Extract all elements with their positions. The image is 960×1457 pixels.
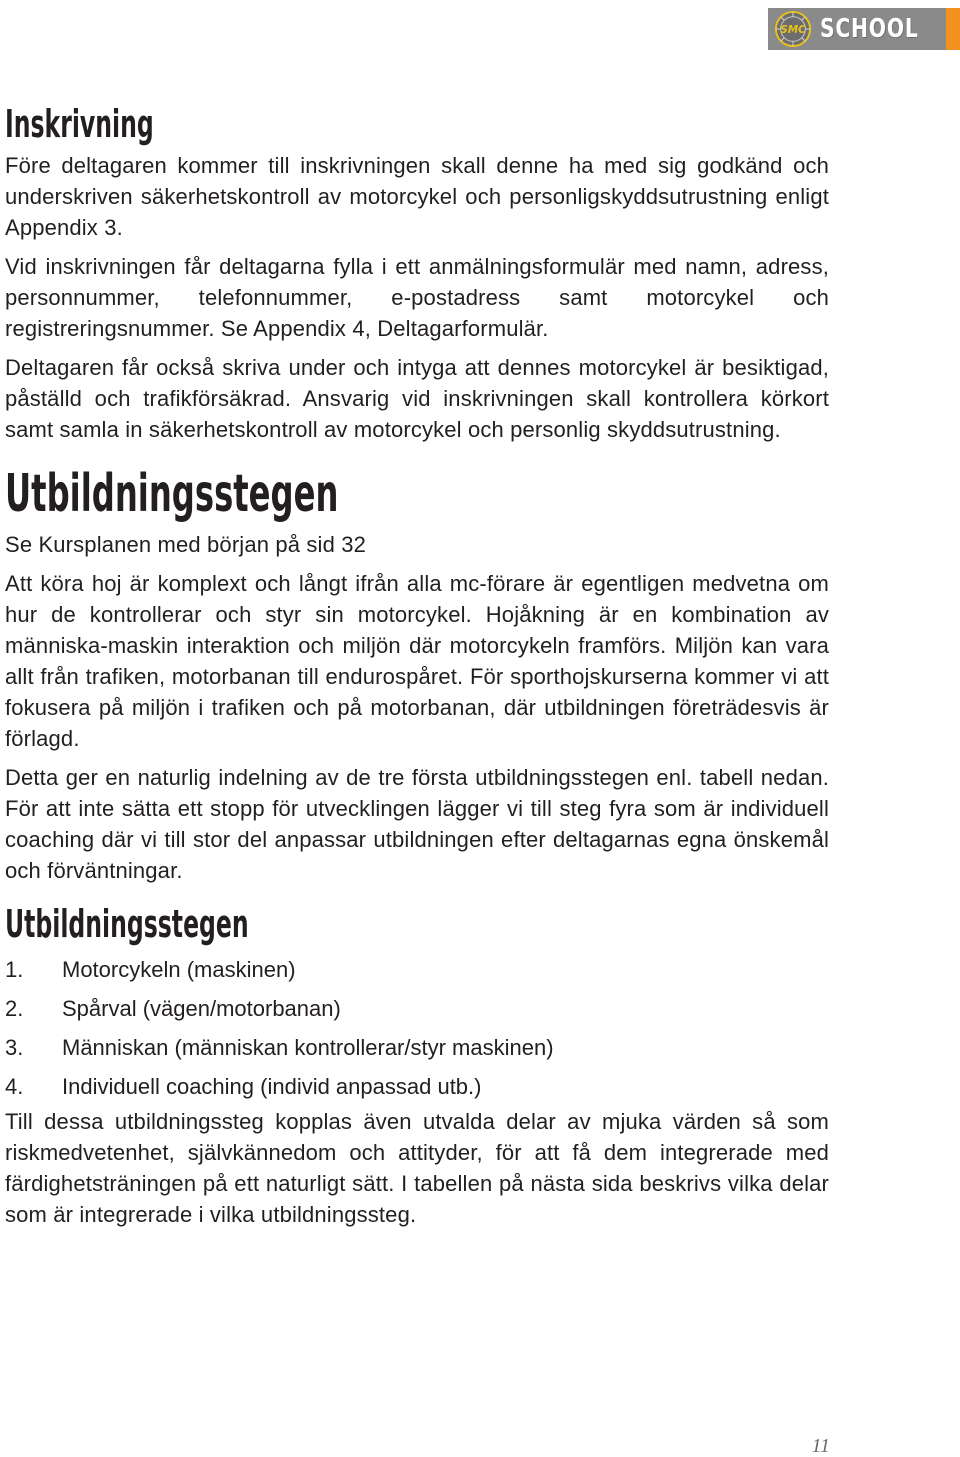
smc-emblem-icon <box>774 10 812 48</box>
badge-school-text: SCHOOL <box>820 14 919 44</box>
paragraph-inskrivning-2: Vid inskrivningen får deltagarna fylla i ett anmälningsformulär med namn, adress, personnummer, telefonnummer, e-postadress samt motorcykel och registreringsnummer. Se Appendix 4, Deltagarformulär. <box>5 254 829 341</box>
badge-orange-accent <box>946 8 960 50</box>
page-content <box>5 98 829 1238</box>
list-item-number: 2. <box>5 996 24 1021</box>
heading-steps: Utbildningsstegen <box>5 902 249 946</box>
list-item-text: Spårval (vägen/motorbanan) <box>62 996 341 1021</box>
logo-label: SMC <box>780 23 806 36</box>
list-item <box>5 1028 829 1067</box>
paragraph-inskrivning-1: Före deltagaren kommer till inskrivningen skall denne ha med sig godkänd och underskriven säkerhetskontroll av motorcykel och personligskyddsutrustning enligt Appendix 3. <box>5 153 829 240</box>
list-item <box>5 1067 829 1106</box>
heading-utbildningsstegen: Utbildningsstegen <box>5 464 339 524</box>
list-item-number: 1. <box>5 957 24 982</box>
list-item <box>5 950 829 989</box>
list-item <box>5 989 829 1028</box>
list-item-text: Motorcykeln (maskinen) <box>62 957 296 982</box>
list-item-text: Individuell coaching (individ anpassad utb.) <box>62 1074 482 1099</box>
paragraph-utbildning-2: Detta ger en naturlig indelning av de tre första utbildningsstegen enl. tabell nedan. För att inte sätta ett stopp för utvecklingen lägger vi till steg fyra som är individuell coaching där vi till stor del anpassar utbildningen efter deltagarnas egna önskemål och förväntningar. <box>5 765 829 883</box>
steps-list <box>5 950 829 1106</box>
paragraph-kursplan-reference: Se Kursplanen med början på sid 32 <box>5 532 366 557</box>
list-item-number: 4. <box>5 1074 24 1099</box>
paragraph-utbildning-1: Att köra hoj är komplext och långt ifrån alla mc-förare är egentligen medvetna om hur de kontrollerar och styr sin motorcykel. Hojåkning är en kombination av människa-maskin interaktion och miljön där motorcykeln framförs. Miljön kan vara allt från trafiken, motorbanan till endurospåret. För sporthojskurserna kommer vi att fokusera på miljön i trafiken och på motorbanan, där utbildningen företrädesvis är förlagd. <box>5 571 829 751</box>
list-item-number: 3. <box>5 1035 24 1060</box>
paragraph-closing: Till dessa utbildningssteg kopplas även utvalda delar av mjuka värden så som riskmedvetenhet, självkännedom och attityder, för att få dem integrerade med färdighetsträningen på ett naturligt sätt. I tabellen på nästa sida beskrivs vilka delar som är integrerade i vilka utbildningssteg. <box>5 1109 829 1227</box>
school-badge <box>768 8 960 50</box>
heading-inskrivning: Inskrivning <box>5 102 154 146</box>
page-number: 11 <box>811 1435 830 1457</box>
badge-main <box>768 8 946 50</box>
paragraph-inskrivning-3: Deltagaren får också skriva under och intyga att dennes motorcykel är besiktigad, påställd och trafikförsäkrad. Ansvarig vid inskrivningen skall kontrollera körkort samt samla in säkerhetskontroll av motorcykel och personlig skyddsutrustning. <box>5 355 829 442</box>
list-item-text: Människan (människan kontrollerar/styr maskinen) <box>62 1035 554 1060</box>
